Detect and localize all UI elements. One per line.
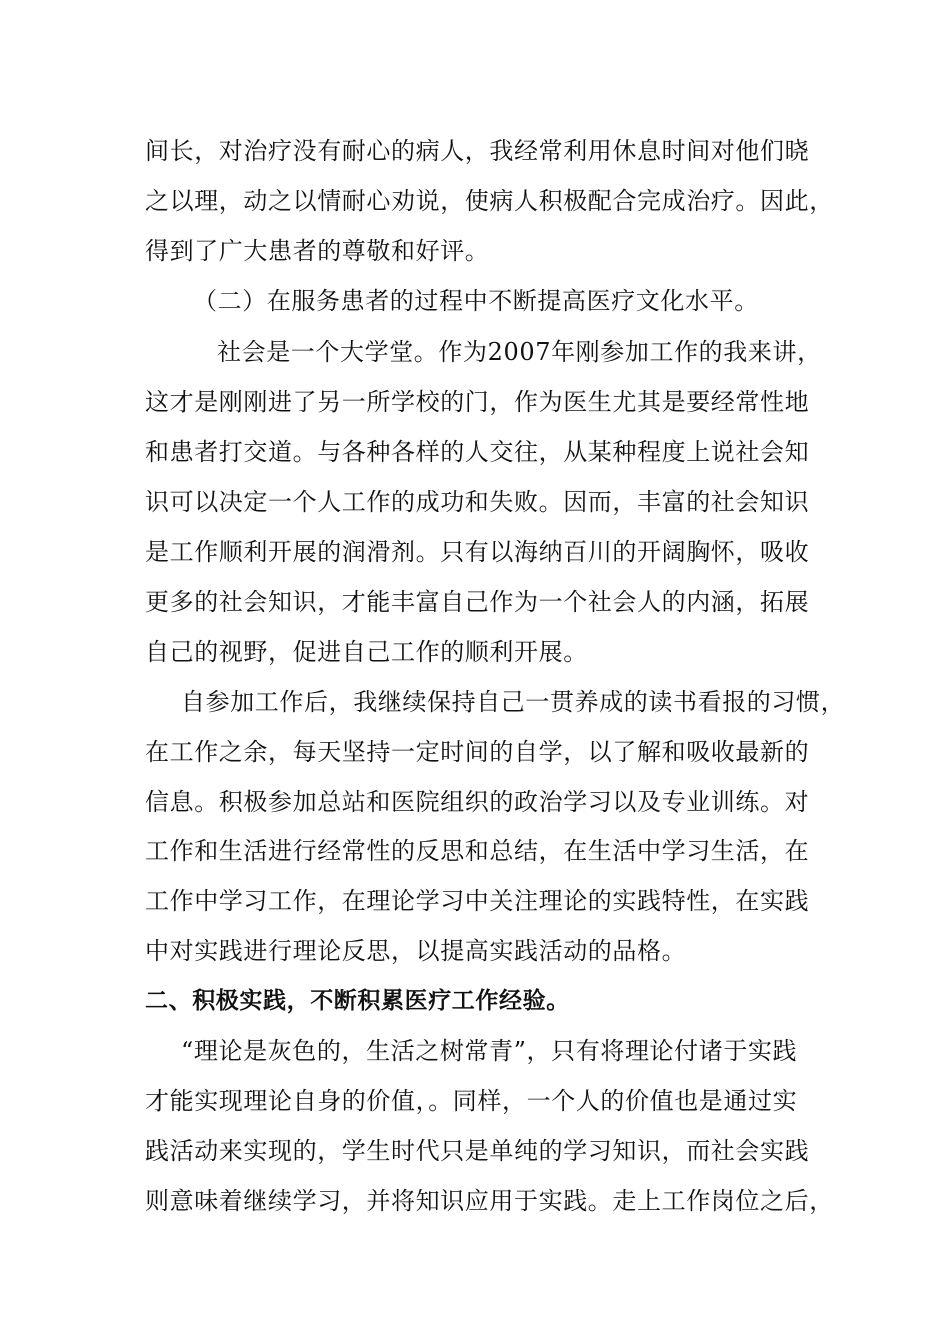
subsection-heading: （二）在服务患者的过程中不断提高医疗文化水平。	[193, 287, 759, 315]
text-line: 工作中学习工作，在理论学习中关注理论的实践特性，在实践	[145, 887, 810, 915]
text-line: 践活动来实现的，学生时代只是单纯的学习知识，而社会实践	[145, 1137, 810, 1165]
section-heading: 二、积极实践，不断积累医疗工作经验。	[145, 988, 570, 1014]
text-line: 识可以决定一个人工作的成功和失败。因而，丰富的社会知识	[145, 488, 810, 516]
text-line: 间长，对治疗没有耐心的病人，我经常利用休息时间对他们晓	[145, 137, 810, 165]
text-line: 这才是刚刚进了另一所学校的门，作为医生尤其是要经常性地	[145, 388, 810, 416]
text-line: 是工作顺利开展的润滑剂。只有以海纳百川的开阔胸怀，吸收	[145, 538, 810, 566]
text-line: 信息。积极参加总站和医院组织的政治学习以及专业训练。对	[145, 788, 810, 816]
text-line: 中对实践进行理论反思，以提高实践活动的品格。	[145, 937, 687, 965]
text-line: 之以理，动之以情耐心劝说，使病人积极配合完成治疗。因此，	[145, 187, 834, 215]
text-line: 更多的社会知识，才能丰富自己作为一个社会人的内涵，拓展	[145, 588, 810, 616]
text-line: 自参加工作后，我继续保持自己一贯养成的读书看报的习惯，	[181, 688, 846, 716]
text-line: 则意味着继续学习，并将知识应用于实践。走上工作岗位之后，	[145, 1187, 834, 1215]
text-line: 自己的视野，促进自己工作的顺利开展。	[145, 638, 588, 666]
text-line: 和患者打交道。与各种各样的人交往，从某种程度上说社会知	[145, 438, 810, 466]
text-line: 才能实现理论自身的价值，。同样，一个人的价值也是通过实	[145, 1087, 798, 1115]
text-line: “理论是灰色的，生活之树常青”，只有将理论付诸于实践	[181, 1037, 798, 1065]
text-line: 社会是一个大学堂。作为2007年刚参加工作的我来讲，	[217, 338, 822, 366]
text-line: 在工作之余，每天坚持一定时间的自学，以了解和吸收最新的	[145, 738, 810, 766]
text-line: 工作和生活进行经常性的反思和总结，在生活中学习生活，在	[145, 837, 810, 865]
text-line: 得到了广大患者的尊敬和好评。	[145, 237, 490, 265]
